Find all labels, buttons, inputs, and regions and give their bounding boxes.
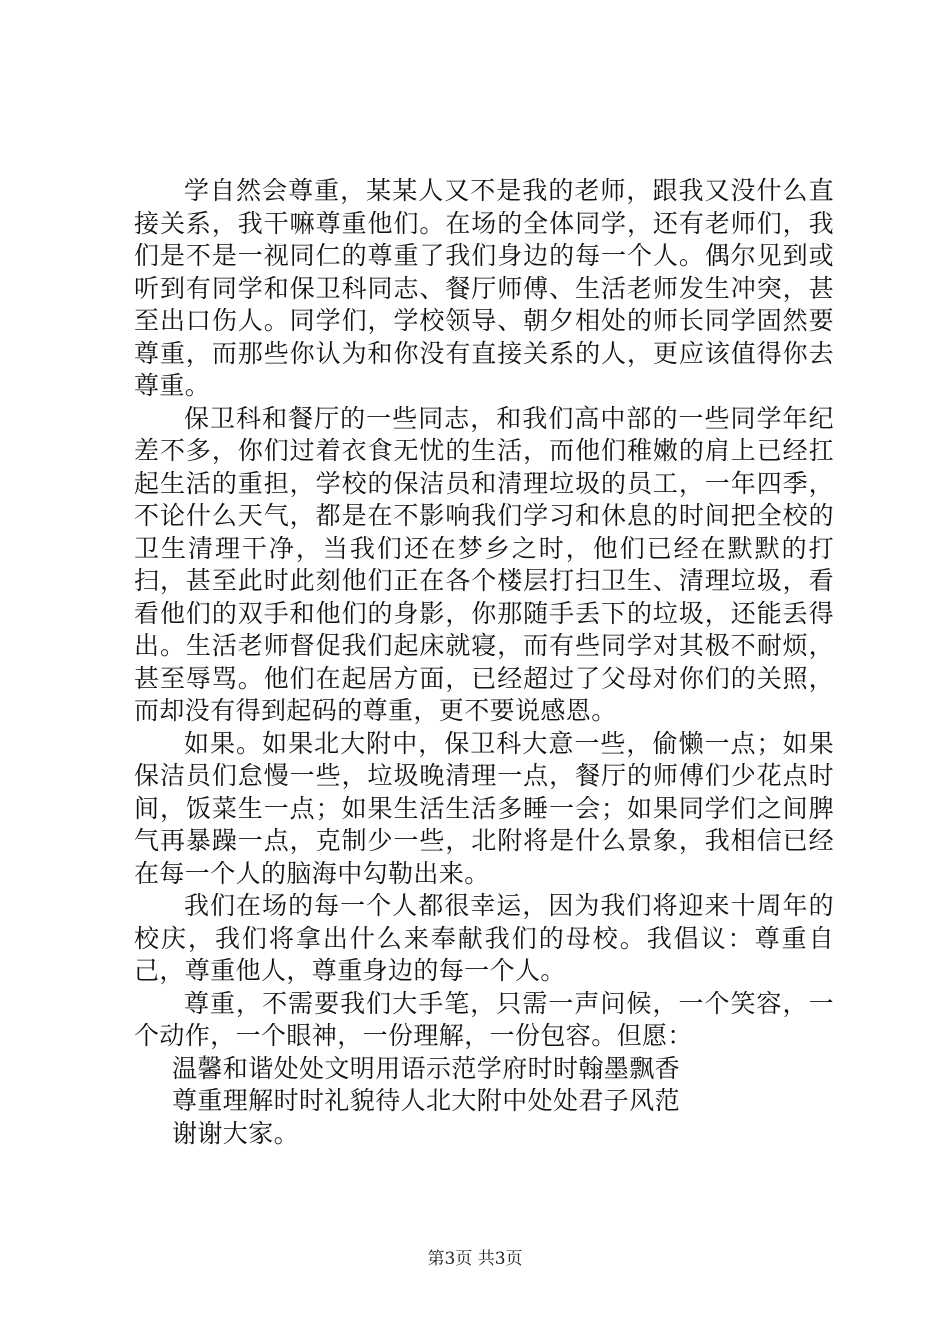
paragraph: 尊重，不需要我们大手笔，只需一声问候，一个笑容，一个动作，一个眼神，一份理解，一份包容。但愿： (134, 988, 834, 1050)
page-number: 第3页 共3页 (427, 1249, 523, 1269)
paragraph: 我们在场的每一个人都很幸运，因为我们将迎来十周年的校庆，我们将拿出什么来奉献我们的母校。我倡议：尊重自己，尊重他人，尊重身边的每一个人。 (134, 891, 834, 985)
paragraph: 学自然会尊重，某某人又不是我的老师，跟我又没什么直接关系，我干嘛尊重他们。在场的全体同学，还有老师们，我们是不是一视同仁的尊重了我们身边的每一个人。偶尔见到或听到有同学和保卫科同志、餐厅师傅、生活老师发生冲突，甚至出口伤人。同学们，学校领导、朝夕相处的师长同学固然要尊重，而那些你认为和你没有直接关系的人，更应该值得你去尊重。 (134, 176, 834, 400)
paragraph: 保卫科和餐厅的一些同志，和我们高中部的一些同学年纪差不多，你们过着衣食无忧的生活，而他们稚嫩的肩上已经扛起生活的重担，学校的保洁员和清理垃圾的员工，一年四季，不论什么天气，都是在不影响我们学习和休息的时间把全校的卫生清理干净，当我们还在梦乡之时，他们已经在默默的打扫，甚至此时此刻他们正在各个楼层打扫卫生、清理垃圾，看看他们的双手和他们的身影，你那随手丢下的垃圾，还能丢得出。生活老师督促我们起床就寝，而有些同学对其极不耐烦，甚至辱骂。他们在起居方面，已经超过了父母对你们的关照，而却没有得到起码的尊重，更不要说感恩。 (134, 403, 834, 725)
couplet-line: 温馨和谐处处文明用语示范学府时时翰墨飘香 (172, 1053, 681, 1083)
closing-line: 谢谢大家。 (172, 1118, 300, 1148)
couplet-line: 尊重理解时时礼貌待人北大附中处处君子风范 (172, 1086, 681, 1115)
body-text (134, 175, 834, 1150)
paragraph: 如果。如果北大附中，保卫科大意一些，偷懒一点；如果保洁员们怠慢一些，垃圾晚清理一点，餐厅的师傅们少花点时间，饭菜生一点；如果生活生活多睡一会；如果同学们之间脾气再暴躁一点，克制少一些，北附将是什么景象，我相信已经在每一个人的脑海中勾勒出来。 (134, 728, 834, 888)
page-footer (0, 1244, 950, 1269)
